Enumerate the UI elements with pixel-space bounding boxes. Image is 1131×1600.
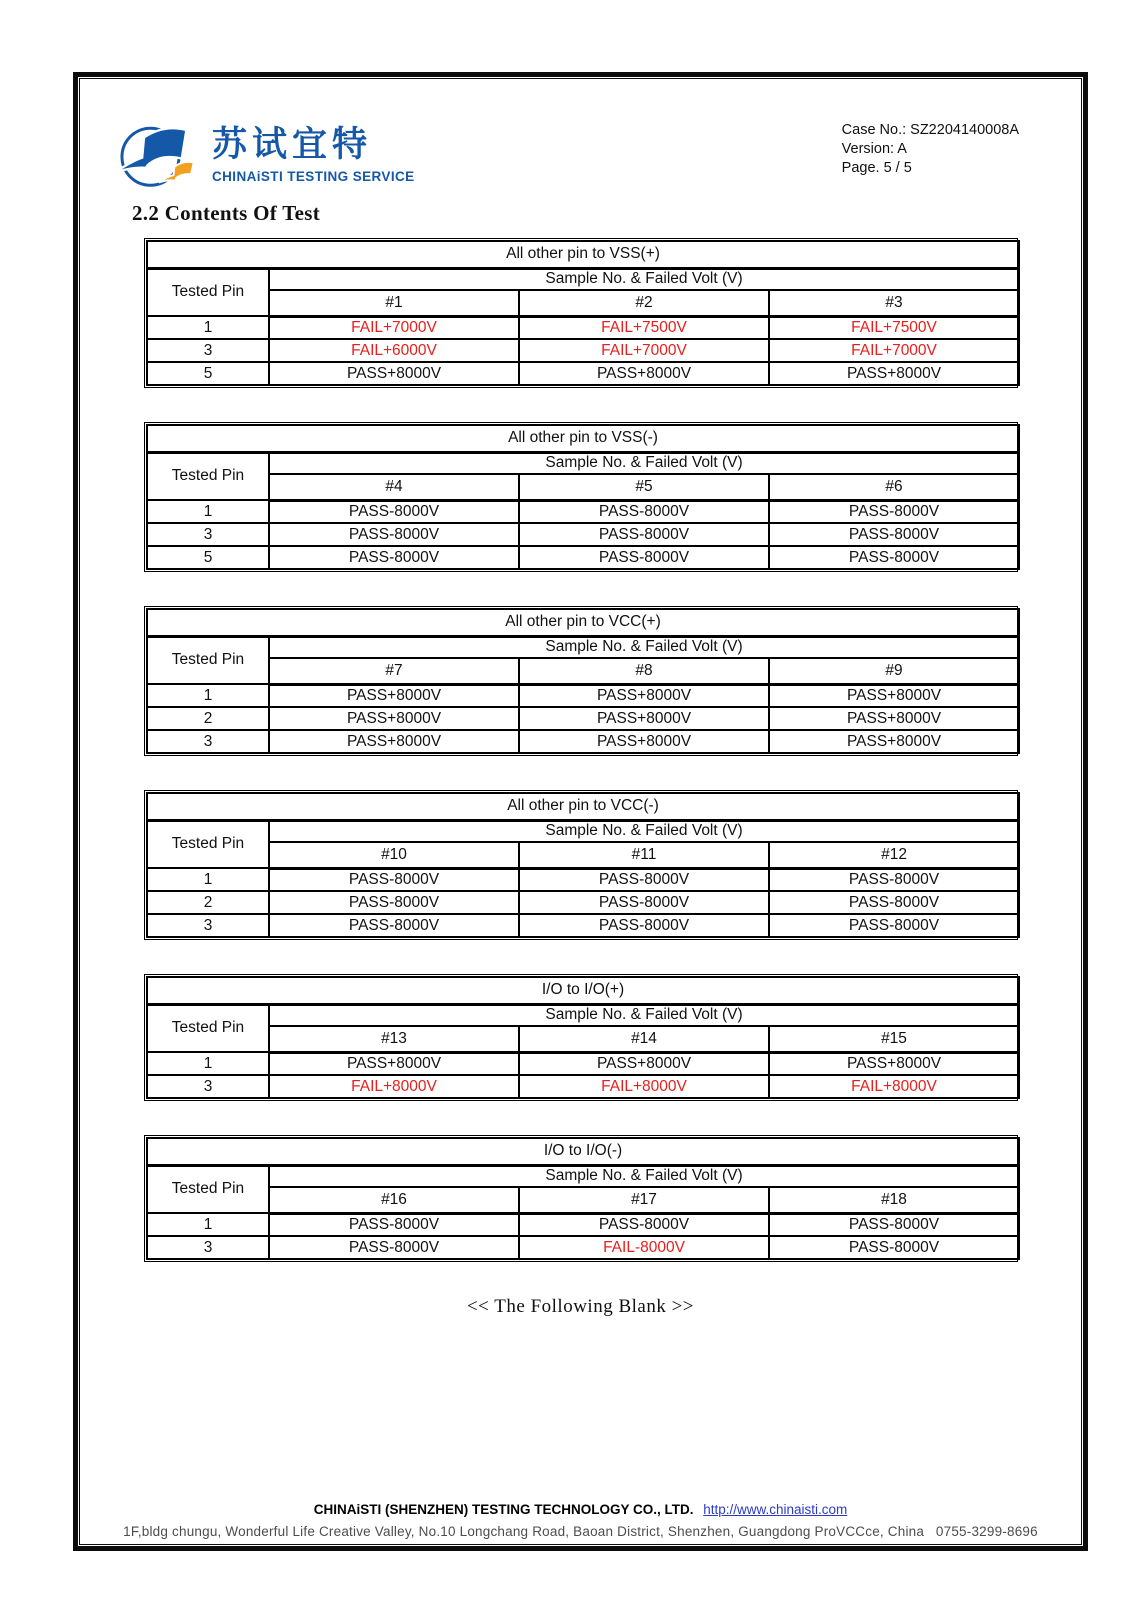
test-result: PASS-8000V [769,1213,1019,1236]
tested-pin-header: Tested Pin [147,820,269,868]
page-border [73,72,1088,1551]
footer-address: 1F,bldg chungu, Wonderful Life Creative Valley, No.10 Longchang Road, Baoan District, Shenzhen, Guangdong ProVCCce, China 0755-3299-8696 [123,1524,1038,1539]
test-result: PASS+8000V [769,707,1019,730]
report-page [79,78,1082,1545]
result-row [147,684,1019,707]
test-result: PASS-8000V [519,868,769,891]
tested-pin-header: Tested Pin [147,1004,269,1052]
test-tables-container [144,238,1081,1262]
sample-number-row [147,1187,1019,1213]
table-title-row [147,1138,1019,1165]
test-result: PASS-8000V [269,891,519,914]
result-row [147,1052,1019,1075]
sample-number: #10 [269,842,519,868]
pin-number: 3 [147,914,269,937]
result-table-3 [144,606,1018,756]
sample-volt-header: Sample No. & Failed Volt (V) [269,1004,1019,1026]
test-result: PASS+8000V [769,362,1019,385]
test-result: PASS-8000V [769,1236,1019,1259]
sample-number: #16 [269,1187,519,1213]
result-table-grid [146,608,1020,754]
test-result: PASS+8000V [769,1052,1019,1075]
table-title: All other pin to VCC(-) [147,793,1019,820]
version: Version: A [841,141,907,157]
tested-pin-header: Tested Pin [147,268,269,316]
test-result: FAIL+7000V [769,339,1019,362]
pin-number: 5 [147,362,269,385]
test-result: PASS-8000V [769,914,1019,937]
pin-number: 1 [147,316,269,339]
pin-number: 1 [147,1052,269,1075]
test-result: PASS-8000V [269,1236,519,1259]
company-logo [110,113,415,195]
test-result: PASS-8000V [269,546,519,569]
test-result: PASS-8000V [269,914,519,937]
result-row [147,546,1019,569]
result-row [147,1075,1019,1098]
test-result: FAIL+8000V [519,1075,769,1098]
sample-number: #14 [519,1026,769,1052]
case-number: Case No.: SZ2204140008A [841,122,1019,138]
sample-number-row [147,842,1019,868]
result-table-2 [144,422,1018,572]
result-row [147,868,1019,891]
footer-website-link[interactable]: http://www.chinaisti.com [703,1502,848,1517]
test-result: PASS-8000V [769,500,1019,523]
test-result: PASS+8000V [269,684,519,707]
sample-number: #18 [769,1187,1019,1213]
result-row [147,914,1019,937]
sample-header-row [147,268,1019,290]
sample-volt-header: Sample No. & Failed Volt (V) [269,452,1019,474]
following-blank-note: << The Following Blank >> [466,1296,695,1317]
test-result: FAIL+6000V [269,339,519,362]
test-result: FAIL+7000V [519,339,769,362]
table-title-row [147,425,1019,452]
sample-header-row [147,452,1019,474]
page-header [80,79,1081,195]
test-result: PASS+8000V [519,684,769,707]
test-result: FAIL+8000V [269,1075,519,1098]
test-result: PASS+8000V [269,362,519,385]
result-row [147,500,1019,523]
pin-number: 3 [147,730,269,753]
result-table-grid [146,1137,1020,1260]
test-result: PASS-8000V [769,546,1019,569]
test-result: PASS+8000V [269,730,519,753]
test-result: PASS+8000V [769,684,1019,707]
pin-number: 2 [147,707,269,730]
test-result: PASS-8000V [269,868,519,891]
test-result: PASS+8000V [769,730,1019,753]
table-title-row [147,241,1019,268]
sample-number-row [147,658,1019,684]
sample-number-row [147,290,1019,316]
pin-number: 1 [147,684,269,707]
test-result: PASS+8000V [269,1052,519,1075]
test-result: PASS+8000V [519,1052,769,1075]
sample-number: #4 [269,474,519,500]
footer-company-line [80,1502,1081,1517]
test-result: PASS-8000V [519,500,769,523]
result-row [147,1236,1019,1259]
test-result: PASS-8000V [269,500,519,523]
test-result: PASS-8000V [519,891,769,914]
test-result: PASS-8000V [269,1213,519,1236]
test-result: PASS-8000V [769,868,1019,891]
tested-pin-header: Tested Pin [147,452,269,500]
pin-number: 5 [147,546,269,569]
logo-text [212,125,415,184]
sample-number: #17 [519,1187,769,1213]
test-result: PASS-8000V [769,891,1019,914]
pin-number: 3 [147,523,269,546]
sample-header-row [147,820,1019,842]
sample-number-row [147,1026,1019,1052]
table-title: All other pin to VSS(-) [147,425,1019,452]
tested-pin-header: Tested Pin [147,1165,269,1213]
test-result: FAIL+7500V [769,316,1019,339]
table-title-row [147,609,1019,636]
table-title: All other pin to VSS(+) [147,241,1019,268]
table-title-row [147,977,1019,1004]
test-result: PASS-8000V [519,914,769,937]
result-table-6 [144,1135,1018,1262]
sample-number: #13 [269,1026,519,1052]
sample-header-row [147,636,1019,658]
sample-number: #7 [269,658,519,684]
test-result: FAIL+8000V [769,1075,1019,1098]
sample-header-row [147,1004,1019,1026]
table-title-row [147,793,1019,820]
sample-number: #11 [519,842,769,868]
sample-number: #5 [519,474,769,500]
sample-number: #2 [519,290,769,316]
result-table-1 [144,238,1018,388]
test-result: FAIL+7500V [519,316,769,339]
test-result: PASS-8000V [769,523,1019,546]
result-row [147,730,1019,753]
result-row [147,362,1019,385]
sample-number: #8 [519,658,769,684]
table-title: I/O to I/O(-) [147,1138,1019,1165]
pin-number: 3 [147,1075,269,1098]
sample-number: #1 [269,290,519,316]
sample-volt-header: Sample No. & Failed Volt (V) [269,820,1019,842]
sample-number: #3 [769,290,1019,316]
page-number: Page. 5 / 5 [841,160,912,176]
test-result: PASS-8000V [269,523,519,546]
page-footer [80,1502,1081,1539]
result-row [147,339,1019,362]
pin-number: 2 [147,891,269,914]
test-result: PASS+8000V [519,730,769,753]
sample-number: #15 [769,1026,1019,1052]
sample-number-row [147,474,1019,500]
test-result: PASS-8000V [519,546,769,569]
pin-number: 1 [147,500,269,523]
pin-number: 1 [147,868,269,891]
result-table-grid [146,976,1020,1099]
test-result: FAIL-8000V [519,1236,769,1259]
pin-number: 3 [147,1236,269,1259]
pin-number: 1 [147,1213,269,1236]
pin-number: 3 [147,339,269,362]
result-table-4 [144,790,1018,940]
sample-number: #9 [769,658,1019,684]
sample-number: #6 [769,474,1019,500]
test-result: PASS-8000V [519,523,769,546]
result-row [147,707,1019,730]
test-result: PASS+8000V [269,707,519,730]
case-info-block [842,113,1019,178]
table-title: All other pin to VCC(+) [147,609,1019,636]
sample-header-row [147,1165,1019,1187]
result-row [147,1213,1019,1236]
test-result: PASS+8000V [519,707,769,730]
result-row [147,891,1019,914]
result-row [147,316,1019,339]
test-result: FAIL+7000V [269,316,519,339]
tested-pin-header: Tested Pin [147,636,269,684]
result-row [147,523,1019,546]
table-title: I/O to I/O(+) [147,977,1019,1004]
result-table-5 [144,974,1018,1101]
logo-chinese-name: 苏试宜特 [212,124,373,164]
section-title: 2.2 Contents Of Test [132,201,321,225]
logo-english-name: CHINAiSTI TESTING SERVICE [212,168,415,184]
test-result: PASS-8000V [519,1213,769,1236]
footer-company-name: CHINAiSTI (SHENZHEN) TESTING TECHNOLOGY CO., LTD. [313,1502,694,1517]
test-result: PASS+8000V [519,362,769,385]
sample-volt-header: Sample No. & Failed Volt (V) [269,1165,1019,1187]
result-table-grid [146,424,1020,570]
sample-volt-header: Sample No. & Failed Volt (V) [269,636,1019,658]
logo-mark-icon [110,113,202,195]
result-table-grid [146,792,1020,938]
sample-volt-header: Sample No. & Failed Volt (V) [269,268,1019,290]
sample-number: #12 [769,842,1019,868]
result-table-grid [146,240,1020,386]
